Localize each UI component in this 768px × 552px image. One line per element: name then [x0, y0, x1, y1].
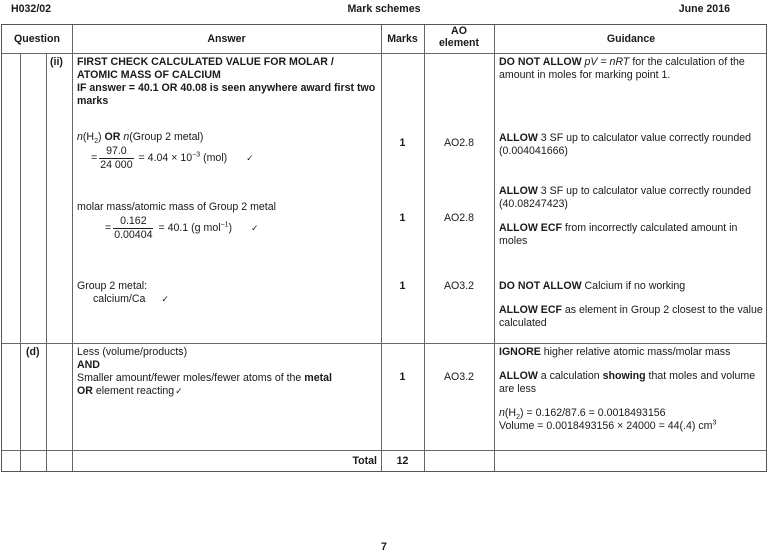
- ao-d: AO3.2: [443, 371, 475, 383]
- page-number: 7: [381, 541, 387, 552]
- answer-point-metal: Group 2 metal: calcium/Ca ✓: [77, 280, 169, 305]
- marks-point-1: 1: [399, 137, 406, 149]
- answer-point-molar-mass: molar mass/atomic mass of Group 2 metal = $\frac{0.162}{0.00404}$ = 40.1 (g mol$^{-1}$) ✓: [77, 201, 276, 241]
- mark-scheme-table: [1, 24, 767, 472]
- question-part-d: (d): [26, 346, 40, 358]
- column-divider: [20, 54, 21, 471]
- fraction: $\frac{97.0}{24 000}$: [100, 144, 133, 171]
- guidance-point-1: ALLOW 3 SF up to calculator value correctly rounded (0.004041666): [499, 132, 752, 157]
- header-ao-element: AO element: [438, 25, 480, 49]
- header-answer: Answer: [207, 33, 246, 45]
- row-divider: [2, 343, 766, 344]
- row-divider: [2, 450, 766, 451]
- header-marks: Marks: [387, 33, 418, 45]
- guidance-ii-intro: DO NOT ALLOW pV = nRT for the calculation of the amount in moles for marking point 1.: [499, 56, 745, 81]
- check-mark-icon: ✓: [175, 385, 183, 396]
- total-marks: 12: [396, 455, 409, 467]
- header-question: Question: [14, 33, 60, 45]
- total-label: Total: [352, 455, 377, 467]
- guidance-d: IGNORE higher relative atomic mass/molar mass ALLOW a calculation showing that moles and volume are less $n(H_2) = 0.162/87.6 = 0.0018493156$ Volume = 0.0018493156 × 24000 = 44(.4) $cm^3$: [499, 346, 756, 432]
- column-divider: [72, 25, 73, 471]
- guidance-point-3: DO NOT ALLOW Calcium if no working ALLOW ECF as element in Group 2 closest to the value calculated: [499, 280, 763, 329]
- marks-point-2: 1: [399, 212, 406, 224]
- question-part-ii: (ii): [50, 56, 63, 68]
- answer-d: Less (volume/products) AND Smaller amount/fewer moles/fewer atoms of the metal OR element reacting✓: [77, 346, 332, 397]
- document-title: Mark schemes: [347, 3, 421, 15]
- ao-point-1: AO2.8: [443, 137, 475, 149]
- column-divider: [494, 25, 495, 471]
- answer-point-moles: $n(H_2)$ OR n(Group 2 metal) = $\frac{97.0}{24 000}$ = $4.04 \times 10^{-3}$ (mol) ✓: [77, 131, 254, 171]
- document-code: H032/02: [11, 3, 52, 15]
- fraction: $\frac{0.162}{0.00404}$: [114, 214, 153, 241]
- ao-point-2: AO2.8: [443, 212, 475, 224]
- ao-point-3: AO3.2: [443, 280, 475, 292]
- row-divider: [2, 53, 766, 54]
- marks-point-3: 1: [399, 280, 406, 292]
- marks-d: 1: [399, 371, 406, 383]
- check-mark-icon: ✓: [246, 153, 254, 164]
- guidance-point-2: ALLOW 3 SF up to calculator value correctly rounded (40.08247423) ALLOW ECF from incorrectly calculated amount in moles: [499, 185, 752, 247]
- column-divider: [46, 54, 47, 471]
- column-divider: [424, 25, 425, 471]
- answer-ii-intro: FIRST CHECK CALCULATED VALUE FOR MOLAR / ATOMIC MASS OF CALCIUM IF answer = 40.1 OR 40.08 is seen anywhere award first two marks: [77, 56, 376, 107]
- check-mark-icon: ✓: [161, 293, 169, 304]
- header-guidance: Guidance: [606, 33, 656, 45]
- column-divider: [381, 25, 382, 471]
- check-mark-icon: ✓: [251, 223, 259, 234]
- document-date: June 2016: [678, 3, 730, 15]
